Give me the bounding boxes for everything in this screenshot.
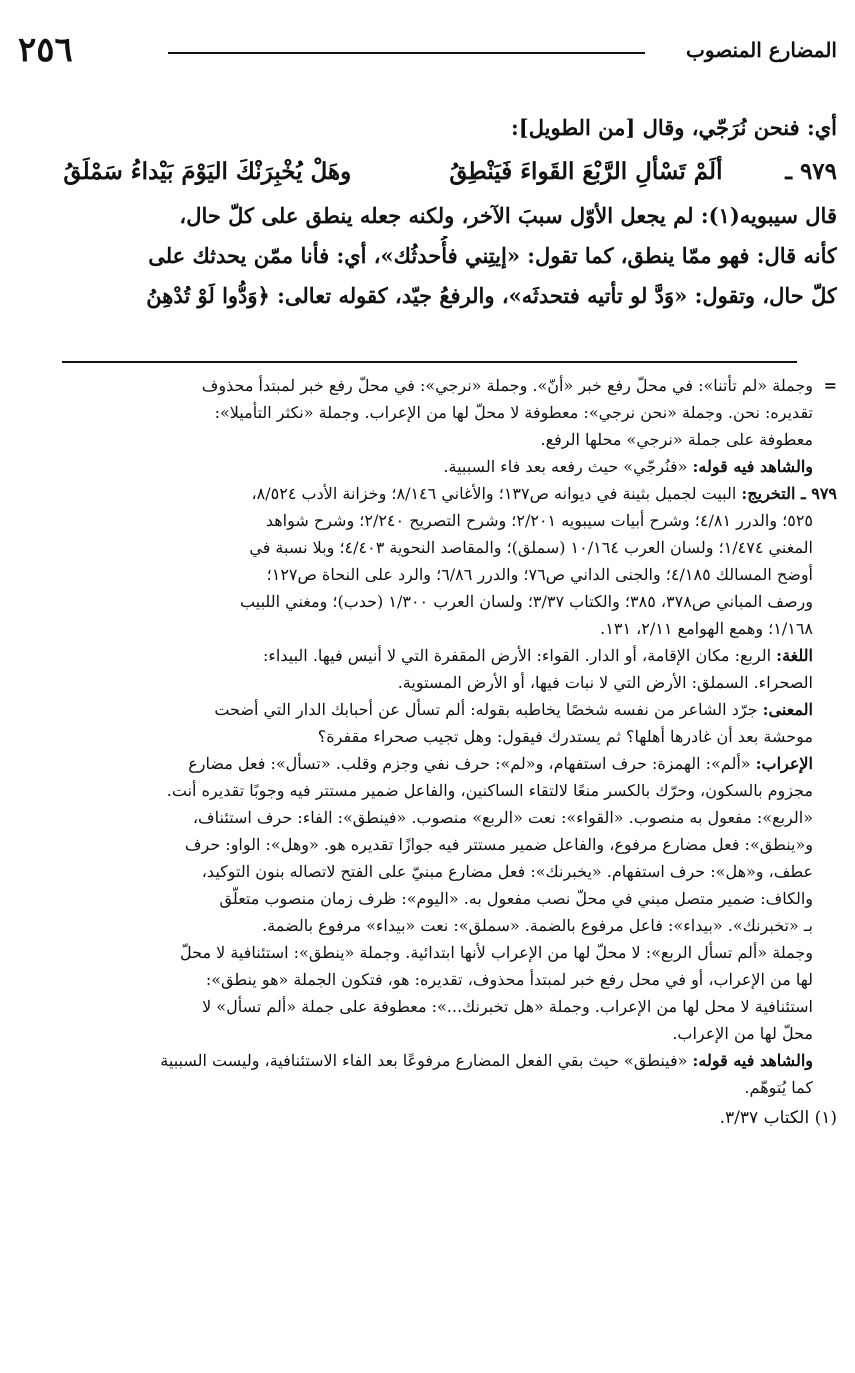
note-line: «الربع»: مفعول به منصوب. «القواء»: نعت «الربع» منصوب. «فينطق»: الفاء: حرف استئناف، bbox=[192, 808, 813, 827]
verse-number: ٩٧٩ ـ bbox=[785, 158, 837, 185]
note-line: موحشة بعد أن غادرها أهلها؟ ثم يستدرك فيقول: وهل تجيب صحراء مقفرة؟ bbox=[317, 727, 813, 746]
second-hemistich: وهَلْ يُخْبِرَنْكَ اليَوْمَ بَيْداءُ سَمْلَقُ bbox=[63, 158, 352, 185]
body-line: كأنه قال: فهو ممّا ينطق، كما تقول: «إيتِني فأُحدثُك»، أي: فأنا ممّن يحدثك على bbox=[148, 243, 837, 268]
note-line: عطف، و«هل»: حرف استفهام. «يخبرنك»: فعل مضارع مبنيّ على الفتح لاتصاله بنون التوكيد، bbox=[201, 862, 813, 881]
note-line: الصحراء. السملق: الأرض التي لا نبات فيها، أو الأرض المستوية. bbox=[397, 673, 813, 692]
note-line: =وجملة «لم تأتنا»: في محلّ رفع خبر «أنّ». وجملة «نرجي»: في محلّ رفع خبر لمبتدأ محذوف bbox=[18, 372, 837, 399]
footnote: (١) الكتاب ٣/٣٧. bbox=[719, 1108, 837, 1128]
intro-line: أي: فنحن نُرَجّي، وقال [من الطويل]: bbox=[511, 115, 837, 140]
verse-line bbox=[18, 148, 837, 196]
witness-line: والشاهد فيه قوله: «فينطق» حيث بقي الفعل المضارع مرفوعًا بعد الفاء الاستئنافية، وليست السببية bbox=[160, 1051, 813, 1070]
header-rule bbox=[168, 52, 645, 54]
note-line: معطوفة على جملة «نرجي» محلها الرفع. bbox=[540, 430, 813, 449]
first-hemistich: ألَمْ تَسْألِ الرَّبْعَ القَواءَ فَيَنْطِقُ bbox=[449, 158, 723, 185]
main-text bbox=[18, 108, 837, 316]
note-line: وجملة «ألم تسأل الربع»: لا محلّ لها من الإعراب لأنها ابتدائية. وجملة «ينطق»: استئنافية لا محلّ bbox=[180, 943, 813, 962]
irab-line: الإعراب: «ألم»: الهمزة: حرف استفهام، و«لم»: حرف نفي وجزم وقلب. «تسأل»: فعل مضارع bbox=[188, 754, 813, 773]
note-line: مجزوم بالسكون، وحرّك بالكسر منعًا لالتقاء الساكنين، والفاعل ضمير مستتر فيه وجوبًا تقديره أنت. bbox=[166, 781, 813, 800]
note-line: ورصف المباني ص٣٧٨، ٣٨٥؛ والكتاب ٣/٣٧؛ ولسان العرب ١/٣٠٠ (حدب)؛ ومغني اللبيب bbox=[240, 592, 813, 611]
note-line: ٥٢٥؛ والدرر ٤/٨١؛ وشرح أبيات سيبويه ٢/٢٠١؛ وشرح التصريح ٢/٢٤٠؛ وشرح شواهد bbox=[265, 511, 813, 530]
notes-section bbox=[18, 372, 837, 1132]
note-line: لها من الإعراب، أو في محل رفع خبر لمبتدأ محذوف، تقديره: هو، فتكون الجملة «هو ينطق»: bbox=[205, 970, 813, 989]
lugha-line: اللغة: الربع: مكان الإقامة، أو الدار. القواء: الأرض المقفرة التي لا أنيس فيها. البيداء: bbox=[263, 646, 813, 665]
note-line: محلّ لها من الإعراب. bbox=[672, 1024, 813, 1043]
running-title: المضارع المنصوب bbox=[686, 38, 837, 62]
note-line: كما يُتوهّم. bbox=[744, 1078, 813, 1097]
note-line: تقديره: نحن. وجملة «نحن نرجي»: معطوفة لا محلّ لها من الإعراب. وجملة «نكثر التأميلا»: bbox=[214, 403, 813, 422]
note-line: أوضح المسالك ٤/١٨٥؛ والجنى الداني ص٧٦؛ والدرر ٦/٨٦؛ والرد على النحاة ص١٢٧؛ bbox=[266, 565, 813, 584]
page-number: ٢٥٦ bbox=[18, 30, 73, 70]
note-line: و«ينطق»: فعل مضارع مرفوع، والفاعل ضمير مستتر فيه جوازًا تقديره هو. «وهل»: الواو: حرف bbox=[184, 835, 813, 854]
note-line: ١/١٦٨؛ وهمع الهوامع ٢/١١، ١٣١. bbox=[600, 619, 813, 638]
body-line: قال سيبويه(١): لم يجعل الأوّل سببَ الآخر، ولكنه جعله ينطق على كلّ حال، bbox=[179, 203, 837, 228]
note-line: بـ «تخبرنك». «بيداء»: فاعل مرفوع بالضمة. «سملق»: نعت «بيداء» مرفوع بالضمة. bbox=[262, 916, 813, 935]
continuation-marker: = bbox=[823, 376, 837, 395]
takhrij-line: ٩٧٩ ـ التخريج: البيت لجميل بثينة في ديوانه ص١٣٧؛ والأغاني ٨/١٤٦؛ وخزانة الأدب ٨/٥٢٤، bbox=[251, 484, 837, 503]
page-header bbox=[18, 28, 837, 78]
witness-line: والشاهد فيه قوله: «فنُرجّي» حيث رفعه بعد فاء السببية. bbox=[443, 457, 813, 476]
note-line: المغني ١/٤٧٤؛ ولسان العرب ١٠/١٦٤ (سملق)؛ والمقاصد النحوية ٤/٤٠٣؛ وبلا نسبة في bbox=[249, 538, 813, 557]
note-line: استئنافية لا محل لها من الإعراب. وجملة «هل تخبرنك...»: معطوفة على جملة «ألم تسأل» لا bbox=[202, 997, 813, 1016]
note-line: والكاف: ضمير متصل مبني في محلّ نصب مفعول به. «اليوم»: ظرف زمان منصوب متعلّق bbox=[219, 889, 813, 908]
maana-line: المعنى: جرّد الشاعر من نفسه شخصًا يخاطبه بقوله: ألم تسأل عن أحبابك الدار التي أضحت bbox=[214, 700, 813, 719]
footnote-rule bbox=[62, 361, 797, 363]
body-line: كلّ حال، وتقول: «وَدَّ لو تأتيه فتحدثَه»، والرفعُ جيّد، كقوله تعالى: ﴿وَدُّوا لَوْ تُدْهِنُ bbox=[146, 283, 837, 308]
